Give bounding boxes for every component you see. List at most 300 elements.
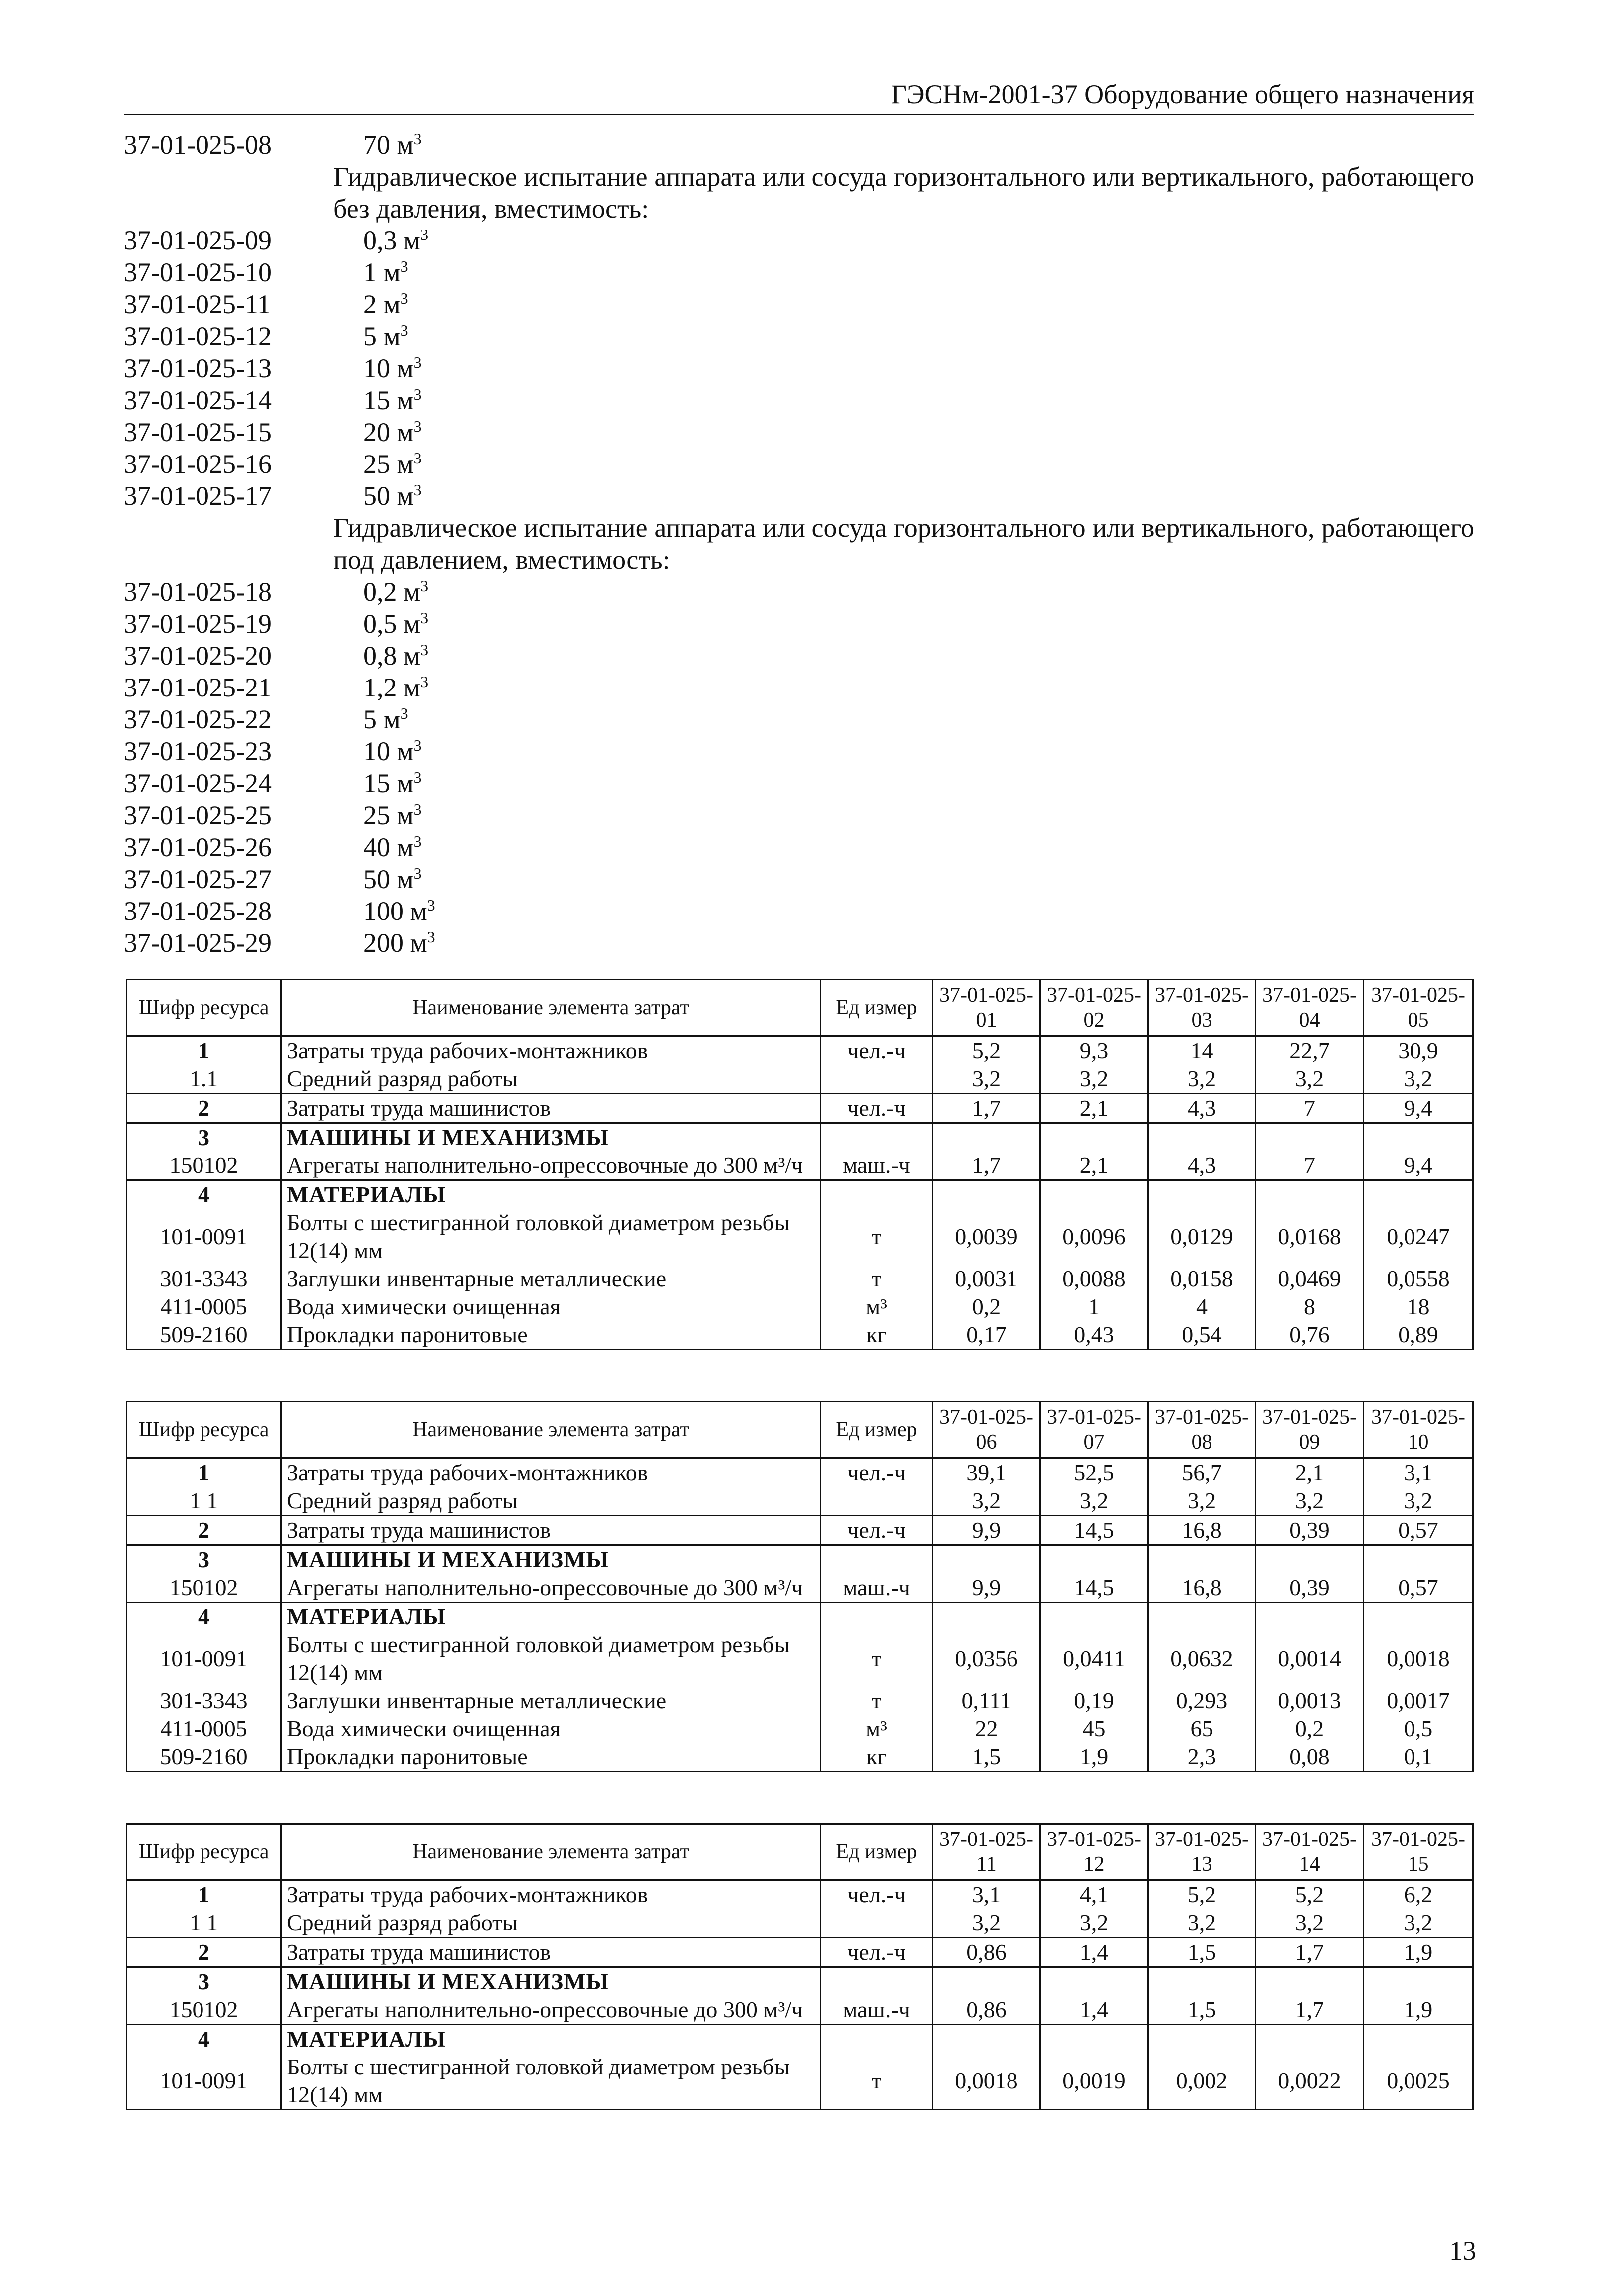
element-name-cell: Прокладки паронитовые <box>281 1743 821 1772</box>
value-cell: 1,5 <box>933 1743 1040 1772</box>
capacity-value <box>363 703 408 735</box>
element-name-cell: Затраты труда машинистов <box>281 1516 821 1545</box>
norm-code: 37-01-025-18 <box>124 577 272 607</box>
unit-superscript: 3 <box>420 609 429 627</box>
header-norm-column: 37-01-025-09 <box>1256 1402 1364 1458</box>
value-cell: 22,7 <box>1256 1036 1364 1065</box>
resource-code-cell: 150102 <box>127 1151 281 1180</box>
value-cell: 0,2 <box>1256 1715 1364 1743</box>
code-row <box>124 608 1474 640</box>
norm-code: 37-01-025-26 <box>124 832 272 862</box>
capacity-text: 10 м <box>363 736 414 766</box>
header-row <box>127 980 1473 1036</box>
capacity-text: 5 м <box>363 704 401 734</box>
code-row <box>124 895 1474 927</box>
unit-superscript: 3 <box>413 449 422 467</box>
table-header <box>127 1402 1473 1458</box>
resource-code-cell: 2 <box>127 1938 281 1967</box>
element-name-cell: Болты с шестигранной головкой диаметром резьбы 12(14) мм <box>281 1209 821 1265</box>
capacity-text: 40 м <box>363 832 414 862</box>
element-name-cell: Затраты труда рабочих-монтажников <box>281 1880 821 1909</box>
unit-superscript: 3 <box>413 800 422 818</box>
element-name-cell: МАТЕРИАЛЫ <box>281 1603 821 1631</box>
value-cell: 0,0356 <box>933 1631 1040 1687</box>
norm-code: 37-01-025-08 <box>124 130 272 160</box>
unit-superscript: 3 <box>420 673 429 690</box>
unit-cell <box>821 1487 933 1516</box>
resource-code-cell: 509-2160 <box>127 1743 281 1772</box>
element-name-cell: Вода химически очищенная <box>281 1293 821 1321</box>
header-norm-column: 37-01-025-14 <box>1256 1824 1364 1880</box>
unit-superscript: 3 <box>413 864 422 882</box>
value-cell: 14,5 <box>1040 1574 1148 1603</box>
value-cell: 30,9 <box>1364 1036 1473 1065</box>
capacity-value <box>363 448 422 480</box>
capacity-text: 0,2 м <box>363 577 421 607</box>
header-unit: Ед измер <box>821 980 933 1036</box>
resource-code-cell: 301-3343 <box>127 1265 281 1293</box>
capacity-value <box>363 129 422 161</box>
value-cell <box>1040 1123 1148 1152</box>
unit-cell: чел.-ч <box>821 1036 933 1065</box>
unit-superscript: 3 <box>400 704 408 722</box>
capacity-value <box>363 352 422 384</box>
norm-code: 37-01-025-29 <box>124 928 272 958</box>
unit-cell: маш.-ч <box>821 1996 933 2025</box>
unit-superscript: 3 <box>400 257 408 275</box>
table-row <box>127 1880 1473 1909</box>
code-row <box>124 927 1474 959</box>
value-cell: 1,9 <box>1040 1743 1148 1772</box>
value-cell: 0,43 <box>1040 1321 1148 1350</box>
unit-cell <box>821 1065 933 1094</box>
value-cell: 0,54 <box>1148 1321 1256 1350</box>
norm-code: 37-01-025-19 <box>124 609 272 639</box>
element-name-cell: Агрегаты наполнительно-опрессовочные до 300 м³/ч <box>281 1151 821 1180</box>
page-header <box>124 75 1474 115</box>
unit-superscript: 3 <box>400 289 408 307</box>
unit-superscript: 3 <box>420 577 429 595</box>
header-norm-column: 37-01-025-13 <box>1148 1824 1256 1880</box>
value-cell: 0,39 <box>1256 1574 1364 1603</box>
unit-cell: м³ <box>821 1715 933 1743</box>
value-cell <box>1148 1967 1256 1996</box>
value-cell: 3,2 <box>1364 1487 1473 1516</box>
element-name-cell: МАШИНЫ И МЕХАНИЗМЫ <box>281 1545 821 1574</box>
capacity-value <box>363 576 428 608</box>
capacity-text: 70 м <box>363 130 414 160</box>
unit-superscript: 3 <box>400 321 408 339</box>
header-norm-column: 37-01-025-04 <box>1256 980 1364 1036</box>
value-cell: 0,0013 <box>1256 1687 1364 1715</box>
code-row <box>124 672 1474 703</box>
element-name-cell: Болты с шестигранной головкой диаметром резьбы 12(14) мм <box>281 2053 821 2110</box>
header-resource-code: Шифр ресурса <box>127 1402 281 1458</box>
table-row <box>127 1265 1473 1293</box>
value-cell: 65 <box>1148 1715 1256 1743</box>
value-cell <box>1364 1545 1473 1574</box>
value-cell: 0,0168 <box>1256 1209 1364 1265</box>
code-row <box>124 129 1474 161</box>
element-name-cell: Затраты труда машинистов <box>281 1094 821 1123</box>
value-cell: 1,9 <box>1364 1996 1473 2025</box>
value-cell: 0,86 <box>933 1996 1040 2025</box>
resource-code-cell: 2 <box>127 1094 281 1123</box>
unit-cell: кг <box>821 1743 933 1772</box>
value-cell: 1,4 <box>1040 1938 1148 1967</box>
value-cell: 0,0632 <box>1148 1631 1256 1687</box>
unit-cell: маш.-ч <box>821 1151 933 1180</box>
capacity-value <box>363 480 422 512</box>
unit-cell <box>821 1909 933 1938</box>
table-row <box>127 1631 1473 1687</box>
code-row <box>124 352 1474 384</box>
value-cell <box>1256 1180 1364 1209</box>
capacity-value <box>363 831 422 863</box>
norm-code: 37-01-025-23 <box>124 736 272 766</box>
value-cell: 9,9 <box>933 1516 1040 1545</box>
resource-code-cell: 509-2160 <box>127 1321 281 1350</box>
element-name-cell: Заглушки инвентарные металлические <box>281 1265 821 1293</box>
resource-code-cell: 150102 <box>127 1574 281 1603</box>
element-name-cell: Затраты труда рабочих-монтажников <box>281 1458 821 1487</box>
value-cell: 3,2 <box>1148 1065 1256 1094</box>
code-row <box>124 767 1474 799</box>
value-cell: 0,111 <box>933 1687 1040 1715</box>
norm-code: 37-01-025-09 <box>124 226 272 255</box>
value-cell: 3,2 <box>1256 1487 1364 1516</box>
unit-cell <box>821 2025 933 2054</box>
table-row <box>127 1603 1473 1631</box>
header-element-name: Наименование элемента затрат <box>281 1824 821 1880</box>
table-row <box>127 1321 1473 1350</box>
capacity-value <box>363 256 408 288</box>
value-cell: 0,76 <box>1256 1321 1364 1350</box>
unit-superscript: 3 <box>420 226 429 243</box>
norm-code: 37-01-025-24 <box>124 768 272 798</box>
value-cell <box>1364 2025 1473 2054</box>
value-cell <box>1040 1603 1148 1631</box>
element-name-cell: Средний разряд работы <box>281 1487 821 1516</box>
value-cell <box>933 1180 1040 1209</box>
value-cell <box>1148 1123 1256 1152</box>
value-cell: 0,86 <box>933 1938 1040 1967</box>
header-unit: Ед измер <box>821 1824 933 1880</box>
value-cell: 0,08 <box>1256 1743 1364 1772</box>
value-cell <box>933 2025 1040 2054</box>
value-cell: 0,0022 <box>1256 2053 1364 2110</box>
capacity-text: 5 м <box>363 321 401 351</box>
table-row <box>127 2053 1473 2110</box>
header-norm-column: 37-01-025-03 <box>1148 980 1256 1036</box>
element-name-cell: Затраты труда рабочих-монтажников <box>281 1036 821 1065</box>
value-cell: 18 <box>1364 1293 1473 1321</box>
table-body <box>127 1458 1473 1772</box>
capacity-text: 200 м <box>363 928 427 958</box>
code-row <box>124 416 1474 448</box>
capacity-value <box>363 225 428 256</box>
resource-code-cell: 3 <box>127 1967 281 1996</box>
table-row <box>127 1065 1473 1094</box>
page-number: 13 <box>1449 2236 1476 2266</box>
table-row <box>127 1209 1473 1265</box>
element-name-cell: Средний разряд работы <box>281 1065 821 1094</box>
norm-code: 37-01-025-14 <box>124 385 272 415</box>
resource-code-cell: 3 <box>127 1123 281 1152</box>
table-row <box>127 1574 1473 1603</box>
table-row <box>127 1151 1473 1180</box>
code-row <box>124 576 1474 608</box>
value-cell: 0,57 <box>1364 1516 1473 1545</box>
table-body <box>127 1880 1473 2110</box>
value-cell: 2,1 <box>1040 1151 1148 1180</box>
value-cell: 2,1 <box>1040 1094 1148 1123</box>
header-norm-column: 37-01-025-07 <box>1040 1402 1148 1458</box>
resource-code-cell: 4 <box>127 2025 281 2054</box>
value-cell: 4,1 <box>1040 1880 1148 1909</box>
norm-code: 37-01-025-22 <box>124 704 272 734</box>
value-cell: 7 <box>1256 1094 1364 1123</box>
value-cell: 0,2 <box>933 1293 1040 1321</box>
capacity-value <box>363 799 422 831</box>
capacity-text: 25 м <box>363 449 414 479</box>
value-cell <box>1364 1123 1473 1152</box>
value-cell: 9,4 <box>1364 1151 1473 1180</box>
value-cell: 2,3 <box>1148 1743 1256 1772</box>
header-element-name: Наименование элемента затрат <box>281 980 821 1036</box>
norm-code: 37-01-025-17 <box>124 481 272 511</box>
table-row <box>127 1123 1473 1152</box>
resource-code-cell: 301-3343 <box>127 1687 281 1715</box>
value-cell: 3,2 <box>1256 1065 1364 1094</box>
value-cell: 1 <box>1040 1293 1148 1321</box>
header-norm-column: 37-01-025-02 <box>1040 980 1148 1036</box>
unit-cell <box>821 1603 933 1631</box>
norm-code: 37-01-025-21 <box>124 673 272 702</box>
value-cell <box>1040 1180 1148 1209</box>
header-norm-column: 37-01-025-01 <box>933 980 1040 1036</box>
value-cell: 0,0018 <box>1364 1631 1473 1687</box>
table-row <box>127 1458 1473 1487</box>
value-cell: 8 <box>1256 1293 1364 1321</box>
section-heading: Гидравлическое испытание аппарата или сосуда горизонтального или вертикального, работающего без давления, вместимость: <box>333 162 1474 224</box>
resource-code-cell: 101-0091 <box>127 1209 281 1265</box>
table-header <box>127 980 1473 1036</box>
resource-code-cell: 1 <box>127 1036 281 1065</box>
value-cell <box>1256 2025 1364 2054</box>
unit-cell <box>821 1180 933 1209</box>
header-resource-code: Шифр ресурса <box>127 1824 281 1880</box>
value-cell: 0,0039 <box>933 1209 1040 1265</box>
capacity-text: 50 м <box>363 864 414 894</box>
unit-superscript: 3 <box>420 641 429 659</box>
unit-cell: т <box>821 1209 933 1265</box>
value-cell: 7 <box>1256 1151 1364 1180</box>
value-cell: 1,5 <box>1148 1938 1256 1967</box>
unit-cell <box>821 1123 933 1152</box>
value-cell: 0,0019 <box>1040 2053 1148 2110</box>
resource-code-cell: 101-0091 <box>127 2053 281 2110</box>
value-cell: 9,9 <box>933 1574 1040 1603</box>
norm-code: 37-01-025-13 <box>124 353 272 383</box>
resource-code-cell: 1 1 <box>127 1909 281 1938</box>
unit-cell <box>821 1967 933 1996</box>
value-cell <box>1148 2025 1256 2054</box>
value-cell: 1,9 <box>1364 1938 1473 1967</box>
value-cell: 5,2 <box>933 1036 1040 1065</box>
value-cell: 1,7 <box>933 1151 1040 1180</box>
section-heading: Гидравлическое испытание аппарата или сосуда горизонтального или вертикального, работающего под давлением, вместимость: <box>333 513 1474 575</box>
value-cell: 0,0558 <box>1364 1265 1473 1293</box>
capacity-text: 0,5 м <box>363 609 421 639</box>
table-row <box>127 1545 1473 1574</box>
value-cell <box>1256 1603 1364 1631</box>
capacity-text: 15 м <box>363 385 414 415</box>
unit-cell: чел.-ч <box>821 1880 933 1909</box>
norm-code: 37-01-025-25 <box>124 800 272 830</box>
resource-code-cell: 4 <box>127 1180 281 1209</box>
table-row <box>127 1036 1473 1065</box>
capacity-value <box>363 608 428 640</box>
value-cell: 3,2 <box>933 1487 1040 1516</box>
table-row <box>127 1743 1473 1772</box>
value-cell: 14,5 <box>1040 1516 1148 1545</box>
resource-code-cell: 1 1 <box>127 1487 281 1516</box>
unit-superscript: 3 <box>413 130 422 148</box>
value-cell: 0,17 <box>933 1321 1040 1350</box>
code-row <box>124 448 1474 480</box>
header-row <box>127 1402 1473 1458</box>
value-cell: 0,0158 <box>1148 1265 1256 1293</box>
value-cell: 3,2 <box>933 1909 1040 1938</box>
unit-cell: чел.-ч <box>821 1458 933 1487</box>
header-resource-code: Шифр ресурса <box>127 980 281 1036</box>
norm-code: 37-01-025-12 <box>124 321 272 351</box>
value-cell: 1,7 <box>933 1094 1040 1123</box>
unit-superscript: 3 <box>413 768 422 786</box>
capacity-value <box>363 320 408 352</box>
capacity-text: 2 м <box>363 289 401 319</box>
unit-cell: чел.-ч <box>821 1516 933 1545</box>
value-cell <box>1040 2025 1148 2054</box>
header-element-name: Наименование элемента затрат <box>281 1402 821 1458</box>
table-row <box>127 1687 1473 1715</box>
value-cell <box>1148 1180 1256 1209</box>
element-name-cell: Средний разряд работы <box>281 1909 821 1938</box>
element-name-cell: Затраты труда машинистов <box>281 1938 821 1967</box>
capacity-text: 1,2 м <box>363 673 421 702</box>
element-name-cell: Заглушки инвентарные металлические <box>281 1687 821 1715</box>
value-cell: 1,4 <box>1040 1996 1148 2025</box>
unit-superscript: 3 <box>413 832 422 850</box>
resource-table-3 <box>126 1823 1474 2110</box>
value-cell: 22 <box>933 1715 1040 1743</box>
capacity-text: 50 м <box>363 481 414 511</box>
unit-superscript: 3 <box>413 736 422 754</box>
code-row <box>124 863 1474 895</box>
table-row <box>127 2025 1473 2054</box>
code-row <box>124 225 1474 256</box>
value-cell: 0,0018 <box>933 2053 1040 2110</box>
value-cell <box>1148 1545 1256 1574</box>
element-name-cell: Агрегаты наполнительно-опрессовочные до 300 м³/ч <box>281 1996 821 2025</box>
capacity-value <box>363 735 422 767</box>
table-row <box>127 1487 1473 1516</box>
value-cell: 4,3 <box>1148 1151 1256 1180</box>
value-cell: 9,3 <box>1040 1036 1148 1065</box>
value-cell: 0,5 <box>1364 1715 1473 1743</box>
value-cell: 0,89 <box>1364 1321 1473 1350</box>
code-row <box>124 831 1474 863</box>
capacity-value <box>363 863 422 895</box>
element-name-cell: МАТЕРИАЛЫ <box>281 2025 821 2054</box>
unit-cell: т <box>821 1631 933 1687</box>
table-row <box>127 1516 1473 1545</box>
table-row <box>127 1293 1473 1321</box>
value-cell: 52,5 <box>1040 1458 1148 1487</box>
value-cell: 0,0096 <box>1040 1209 1148 1265</box>
value-cell: 0,0469 <box>1256 1265 1364 1293</box>
value-cell: 0,0129 <box>1148 1209 1256 1265</box>
unit-superscript: 3 <box>413 417 422 435</box>
value-cell: 2,1 <box>1256 1458 1364 1487</box>
table-row <box>127 1938 1473 1967</box>
unit-cell: т <box>821 2053 933 2110</box>
resource-code-cell: 411-0005 <box>127 1293 281 1321</box>
value-cell: 16,8 <box>1148 1574 1256 1603</box>
value-cell: 0,0088 <box>1040 1265 1148 1293</box>
value-cell: 3,1 <box>1364 1458 1473 1487</box>
value-cell: 56,7 <box>1148 1458 1256 1487</box>
resource-code-cell: 411-0005 <box>127 1715 281 1743</box>
value-cell: 0,0247 <box>1364 1209 1473 1265</box>
capacity-text: 20 м <box>363 417 414 447</box>
header-norm-column: 37-01-025-12 <box>1040 1824 1148 1880</box>
norm-code: 37-01-025-27 <box>124 864 272 894</box>
capacity-value <box>363 416 422 448</box>
value-cell <box>933 1967 1040 1996</box>
table-row <box>127 1094 1473 1123</box>
value-cell <box>1364 1180 1473 1209</box>
resource-code-cell: 1 <box>127 1880 281 1909</box>
element-name-cell: Вода химически очищенная <box>281 1715 821 1743</box>
code-row <box>124 480 1474 512</box>
value-cell <box>1256 1545 1364 1574</box>
value-cell: 4 <box>1148 1293 1256 1321</box>
capacity-value <box>363 672 428 703</box>
header-row <box>127 1824 1473 1880</box>
value-cell: 5,2 <box>1148 1880 1256 1909</box>
resource-table-2 <box>126 1401 1474 1772</box>
unit-cell: т <box>821 1687 933 1715</box>
value-cell: 0,0014 <box>1256 1631 1364 1687</box>
unit-cell: маш.-ч <box>821 1574 933 1603</box>
unit-superscript: 3 <box>427 896 435 914</box>
value-cell: 4,3 <box>1148 1094 1256 1123</box>
value-cell <box>1040 1967 1148 1996</box>
norm-code: 37-01-025-20 <box>124 641 272 671</box>
value-cell: 0,0031 <box>933 1265 1040 1293</box>
resource-code-cell: 1.1 <box>127 1065 281 1094</box>
value-cell: 3,2 <box>1040 1065 1148 1094</box>
table-body <box>127 1036 1473 1350</box>
value-cell <box>1364 1603 1473 1631</box>
value-cell: 3,2 <box>1040 1909 1148 1938</box>
resource-table-1 <box>126 979 1474 1350</box>
capacity-value <box>363 640 428 672</box>
value-cell: 3,2 <box>1148 1487 1256 1516</box>
table-row <box>127 1996 1473 2025</box>
